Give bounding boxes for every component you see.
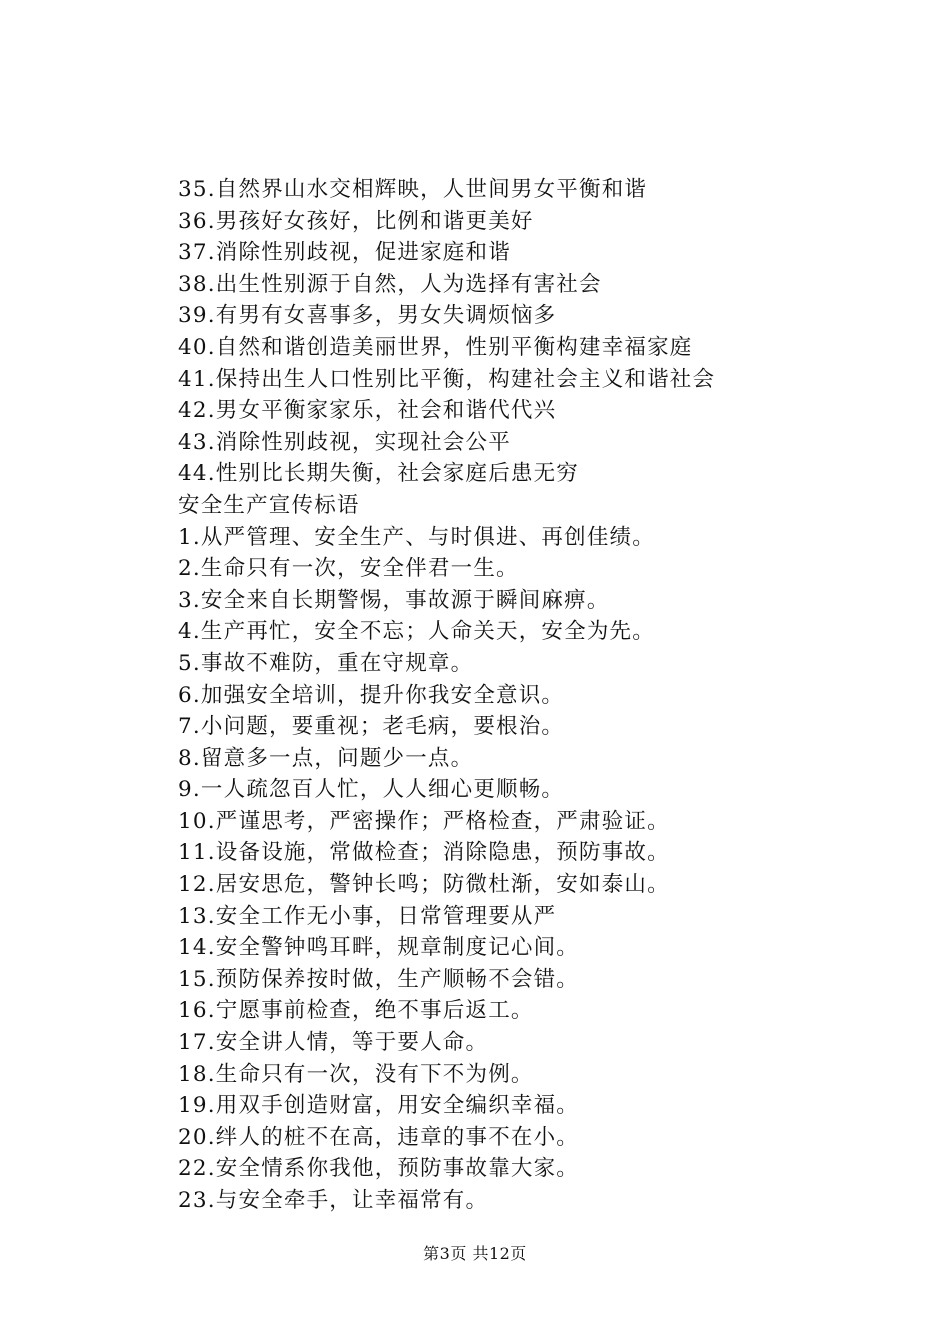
slogan-line: 36.男孩好女孩好，比例和谐更美好: [178, 208, 534, 234]
slogan-line: 41.保持出生人口性别比平衡，构建社会主义和谐社会: [178, 366, 716, 392]
slogan-line: 8.留意多一点，问题少一点。: [178, 745, 474, 771]
slogan-line: 20.绊人的桩不在高，违章的事不在小。: [178, 1124, 579, 1150]
document-body: [178, 174, 898, 1217]
slogan-line: 35.自然界山水交相辉映，人世间男女平衡和谐: [178, 177, 648, 202]
slogan-line: 38.出生性别源于自然，人为选择有害社会: [178, 271, 602, 297]
slogan-line: 23.与安全牵手，让幸福常有。: [178, 1188, 489, 1213]
slogan-line: 10.严谨思考，严密操作；严格检查，严肃验证。: [178, 808, 670, 834]
slogan-line: 39.有男有女喜事多，男女失调烦恼多: [178, 303, 557, 329]
section-heading: 安全生产宣传标语: [178, 492, 360, 518]
page-number-footer: 第3页 共12页: [423, 1244, 527, 1263]
slogan-line: 40.自然和谐创造美丽世界，性别平衡构建幸福家庭: [178, 334, 693, 360]
slogan-line: 3.安全来自长期警惕，事故源于瞬间麻痹。: [178, 587, 610, 613]
slogan-line: 2.生命只有一次，安全伴君一生。: [178, 556, 519, 582]
slogan-line: 42.男女平衡家家乐，社会和谐代代兴: [178, 398, 557, 424]
slogan-line: 7.小问题，要重视；老毛病，要根治。: [178, 714, 565, 740]
slogan-line: 6.加强安全培训，提升你我安全意识。: [178, 682, 565, 708]
slogan-line: 17.安全讲人情，等于要人命。: [178, 1030, 489, 1056]
slogan-line: 11.设备设施，常做检查；消除隐患，预防事故。: [178, 840, 670, 866]
slogan-line: 37.消除性别歧视，促进家庭和谐: [178, 240, 511, 266]
slogan-line: 44.性别比长期失衡，社会家庭后患无穷: [178, 461, 579, 487]
slogan-line: 12.居安思危，警钟长鸣；防微杜渐，安如泰山。: [178, 872, 670, 898]
slogan-line: 14.安全警钟鸣耳畔，规章制度记心间。: [178, 935, 579, 961]
slogan-line: 5.事故不难防，重在守规章。: [178, 650, 474, 676]
slogan-line: 43.消除性别歧视，实现社会公平: [178, 429, 511, 455]
slogan-line: 15.预防保养按时做，生产顺畅不会错。: [178, 966, 579, 992]
slogan-line: 13.安全工作无小事，日常管理要从严: [178, 903, 557, 929]
slogan-line: 1.从严管理、安全生产、与时俱进、再创佳绩。: [178, 524, 655, 550]
slogan-line: 4.生产再忙，安全不忘；人命关天，安全为先。: [178, 619, 655, 645]
slogan-line: 19.用双手创造财富，用安全编织幸福。: [178, 1093, 579, 1119]
slogan-line: 22.安全情系你我他，预防事故靠大家。: [178, 1156, 579, 1182]
slogan-line: 18.生命只有一次，没有下不为例。: [178, 1061, 534, 1087]
slogan-line: 9.一人疏忽百人忙，人人细心更顺畅。: [178, 777, 565, 803]
slogan-line: 16.宁愿事前检查，绝不事后返工。: [178, 998, 534, 1024]
